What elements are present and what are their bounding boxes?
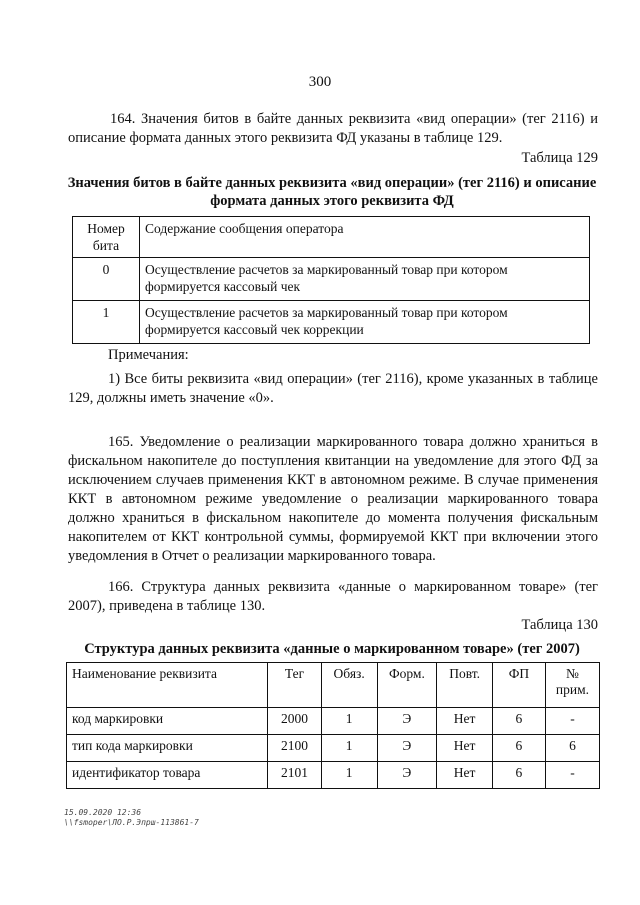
table-row [67,762,600,789]
paragraph-164: 164. Значения битов в байте данных реквизита «вид операции» (тег 2116) и описание формата данных этого реквизита ФД указаны в таблице 129. [68,111,598,146]
page-number: 300 [308,74,332,90]
header-message-content: Содержание сообщения оператора [140,217,590,258]
stamp-path: \\fsmoper\ЛО.Р.Эпрш-113861-7 [64,818,199,827]
header-repeat: Повт. [437,663,493,708]
note-number-cell: - [545,708,599,735]
requisite-name-cell: идентификатор товара [67,762,268,789]
notes-title: Примечания: [108,347,189,363]
table-130 [66,662,600,789]
bit-number-cell: 0 [73,258,140,301]
table-130-caption: Структура данных реквизита «данные о маркированном товаре» (тег 2007) [84,641,580,657]
bit-number-cell: 1 [73,301,140,344]
header-format: Форм. [377,663,437,708]
repeat-cell: Нет [437,708,493,735]
table-header-row [73,217,590,258]
paragraph-166: 166. Структура данных реквизита «данные о маркированном товаре» (тег 2007), приведена в таблице 130. [68,579,598,614]
format-cell: Э [377,762,437,789]
table-129 [72,216,590,344]
document-stamp [64,808,364,828]
note-1: 1) Все биты реквизита «вид операции» (тег 2116), кроме указанных в таблице 129, должны иметь значение «0». [68,371,598,406]
table-row [67,708,600,735]
table-129-label: Таблица 129 [521,150,598,166]
table-row [73,258,590,301]
mandatory-cell: 1 [321,708,377,735]
header-mandatory: Обяз. [321,663,377,708]
message-content-cell: Осуществление расчетов за маркированный товар при котором формируется кассовый чек коррекции [140,301,590,344]
format-cell: Э [377,708,437,735]
requisite-name-cell: тип кода маркировки [67,735,268,762]
tag-cell: 2000 [268,708,322,735]
fp-cell: 6 [492,735,545,762]
note-number-cell: - [545,762,599,789]
header-requisite-name: Наименование реквизита [67,663,268,708]
repeat-cell: Нет [437,735,493,762]
table-row [73,301,590,344]
tag-cell: 2100 [268,735,322,762]
table-130-label: Таблица 130 [521,617,598,633]
header-fp: ФП [492,663,545,708]
fp-cell: 6 [492,762,545,789]
header-bit-number: Номер бита [73,217,140,258]
mandatory-cell: 1 [321,735,377,762]
table-row [67,735,600,762]
table-header-row [67,663,600,708]
mandatory-cell: 1 [321,762,377,789]
repeat-cell: Нет [437,762,493,789]
requisite-name-cell: код маркировки [67,708,268,735]
tag-cell: 2101 [268,762,322,789]
header-note-number: № прим. [545,663,599,708]
format-cell: Э [377,735,437,762]
message-content-cell: Осуществление расчетов за маркированный товар при котором формируется кассовый чек [140,258,590,301]
stamp-timestamp: 15.09.2020 12:36 [64,808,142,817]
paragraph-165: 165. Уведомление о реализации маркированного товара должно храниться в фискальном накопителе до поступления квитанции на уведомление для этого ФД за исключением случаев применения ККТ в автономном режиме. В случае применения ККТ в автономном режиме уведомление о реализации маркированного товара должно храниться в фискальном накопителе до момента получения фискальным накопителем от ККТ контрольной суммы, формируемой ККТ при включении этого уведомления в Отчет о реализации маркированного товара. [68,434,598,564]
note-number-cell: 6 [545,735,599,762]
table-129-caption: Значения битов в байте данных реквизита «вид операции» (тег 2116) и описание формата данных этого реквизита ФД [67,175,597,209]
header-tag: Тег [268,663,322,708]
fp-cell: 6 [492,708,545,735]
